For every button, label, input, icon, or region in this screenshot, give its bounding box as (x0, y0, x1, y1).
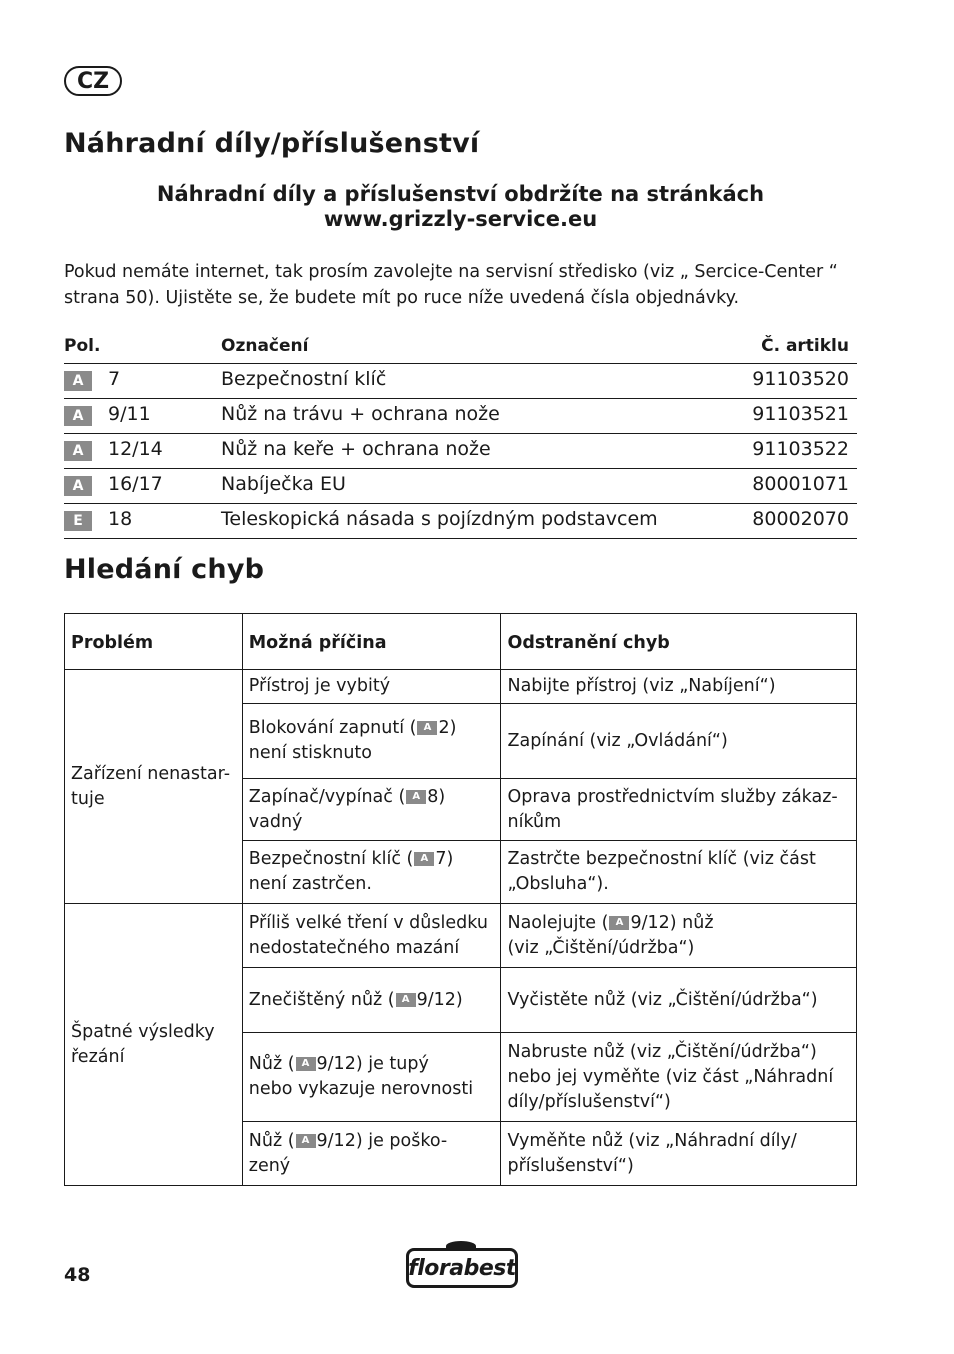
parts-row (64, 469, 857, 504)
fix-text: Vyčistěte nůž (viz „Čištění/údržba“) (507, 989, 818, 1010)
troubleshooting-table (64, 613, 857, 1186)
fix-line3: díly/příslušenství“) (507, 1091, 671, 1112)
fix-cell (501, 968, 857, 1033)
cause-cell (242, 968, 501, 1033)
fix-line2: příslušenství“) (507, 1155, 634, 1176)
part-article: 80002070 (752, 508, 849, 530)
problem-line2: řezání (71, 1046, 125, 1067)
part-name: Nůž na keře + ochrana nože (221, 438, 491, 460)
figure-marker: A (396, 993, 416, 1007)
fix-cell (501, 841, 857, 904)
trouble-header-row (65, 614, 857, 670)
problem-line1: Zařízení nenastar- (71, 763, 231, 784)
header-pos: Pol. (64, 336, 101, 356)
figure-marker: A (406, 790, 426, 804)
part-article: 91103521 (752, 403, 849, 425)
cause-ref: 9/12) je tupý (316, 1054, 429, 1074)
cause-line2: nedostatečného mazání (248, 937, 460, 958)
figure-marker: A (296, 1134, 316, 1148)
figure-marker: A (64, 371, 92, 391)
cause-line2: není stisknuto (248, 743, 372, 763)
fix-line2: (viz „Čištění/údržba“) (507, 937, 695, 958)
part-name: Nůž na trávu + ochrana nože (221, 403, 500, 425)
fix-cell (501, 670, 857, 704)
cause-cell (242, 704, 501, 779)
part-pos: 18 (108, 508, 133, 530)
parts-table (64, 334, 857, 539)
cause-line2: zený (248, 1155, 291, 1176)
cause-text: Znečištěný nůž ( (248, 989, 395, 1010)
cause-text: Blokování zapnutí ( (248, 718, 417, 738)
cause-cell (242, 1033, 501, 1122)
figure-marker: A (64, 406, 92, 426)
part-article: 80001071 (752, 473, 849, 495)
fix-text: Nabruste nůž (viz „Čištění/údržba“) (507, 1041, 817, 1062)
fix-line2: „Obsluha“). (507, 874, 609, 894)
figure-marker: E (64, 511, 92, 531)
parts-table-header (64, 334, 857, 364)
trouble-section-title: Hledání chyb (64, 554, 265, 585)
language-badge: CZ (64, 66, 122, 96)
cause-line2: nebo vykazuje nerovnosti (248, 1079, 474, 1099)
fix-cell (501, 1122, 857, 1186)
problem-line1: Špatné výsledky (71, 1021, 215, 1042)
brand-logo: florabest (406, 1248, 518, 1288)
cause-line2: není zastrčen. (248, 874, 372, 894)
cause-cell (242, 904, 501, 968)
part-pos: 16/17 (108, 473, 163, 495)
parts-intro (64, 259, 864, 311)
fix-text: Nabijte přístroj (viz „Nabíjení“) (507, 676, 776, 696)
cause-text: Příliš velké tření v důsledku (248, 912, 488, 933)
header-fix: Odstranění chyb (501, 614, 857, 670)
parts-section-title: Náhradní díly/příslušenství (64, 128, 480, 159)
figure-marker: A (417, 721, 437, 735)
page-number: 48 (64, 1264, 91, 1286)
fix-cell (501, 904, 857, 968)
problem-line2: tuje (71, 788, 105, 809)
fix-text: Naolejujte ( (507, 912, 609, 933)
parts-row (64, 364, 857, 399)
fix-ref: 9/12) nůž (630, 912, 714, 933)
header-name: Označení (221, 336, 309, 356)
cause-text: Přístroj je vybitý (248, 676, 391, 696)
part-name: Bezpečnostní klíč (221, 368, 387, 390)
parts-notice-url: www.grizzly-service.eu (323, 207, 598, 231)
cause-text: Nůž ( (248, 1054, 295, 1074)
fix-text: Zapínání (viz „Ovládání“) (507, 730, 728, 751)
fix-cell (501, 779, 857, 841)
cause-ref: 2) (438, 718, 457, 738)
part-name: Teleskopická násada s pojízdným podstavcem (221, 508, 658, 530)
part-article: 91103522 (752, 438, 849, 460)
table-row (65, 670, 857, 704)
cause-ref: 9/12) (416, 989, 463, 1010)
part-pos: 7 (108, 368, 121, 390)
parts-intro-line2: strana 50). Ujistěte se, že budete mít po ruce níže uvedená čísla objednávky. (64, 288, 740, 308)
problem-cell (65, 904, 243, 1186)
figure-marker: A (414, 852, 434, 866)
cause-text: Bezpečnostní klíč ( (248, 849, 414, 869)
fix-cell (501, 704, 857, 779)
parts-notice-line1: Náhradní díly a příslušenství obdržíte na stránkách (156, 182, 765, 206)
cause-cell (242, 779, 501, 841)
fix-text: Zastrčte bezpečnostní klíč (viz část (507, 849, 816, 869)
figure-marker: A (64, 476, 92, 496)
cause-text: Zapínač/vypínač ( (248, 786, 406, 807)
parts-intro-line1: Pokud nemáte internet, tak prosím zavolejte na servisní středisko (viz „ Sercice-Center “ (64, 262, 838, 282)
table-row (65, 904, 857, 968)
cause-cell (242, 1122, 501, 1186)
parts-row (64, 399, 857, 434)
part-pos: 12/14 (108, 438, 163, 460)
parts-row (64, 434, 857, 469)
fix-line2: nebo jej vyměňte (viz část „Náhradní (507, 1066, 834, 1087)
part-name: Nabíječka EU (221, 473, 346, 495)
cause-text: Nůž ( (248, 1130, 295, 1151)
parts-notice (64, 182, 857, 232)
header-problem: Problém (65, 614, 243, 670)
parts-row (64, 504, 857, 539)
cause-ref: 9/12) je poško- (316, 1130, 448, 1151)
header-cause: Možná příčina (242, 614, 501, 670)
part-article: 91103520 (752, 368, 849, 390)
fix-cell (501, 1033, 857, 1122)
cause-cell (242, 841, 501, 904)
cause-cell (242, 670, 501, 704)
fix-text: Vyměňte nůž (viz „Náhradní díly/ (507, 1130, 797, 1151)
cause-ref: 8) (427, 786, 446, 807)
figure-marker: A (296, 1057, 316, 1071)
problem-cell (65, 670, 243, 904)
cause-line2: vadný (248, 811, 303, 832)
cause-ref: 7) (435, 849, 454, 869)
header-article: Č. artiklu (761, 336, 849, 356)
fix-text: Oprava prostřednictvím služby zákaz- (507, 786, 838, 807)
part-pos: 9/11 (108, 403, 151, 425)
fix-line2: níkům (507, 811, 562, 832)
figure-marker: A (64, 441, 92, 461)
figure-marker: A (609, 916, 629, 930)
